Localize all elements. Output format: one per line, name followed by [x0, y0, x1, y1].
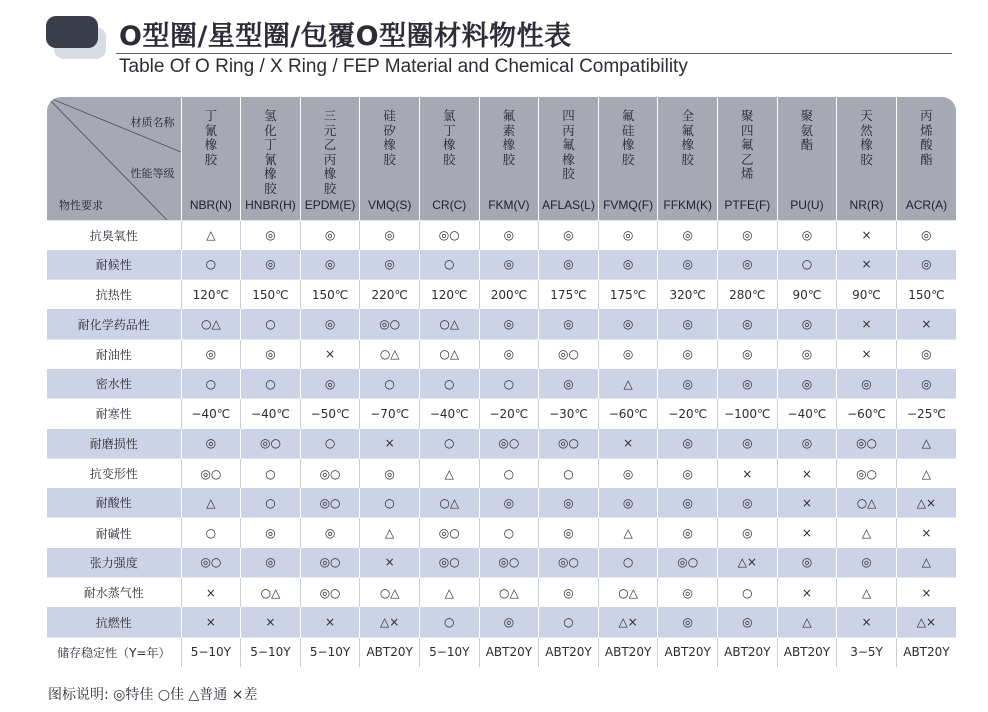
material-name-cn: 丙烯酸酯 [920, 108, 933, 167]
rating-cell: △× [360, 607, 420, 637]
material-header-cell [241, 97, 301, 220]
rating-cell: ○ [419, 607, 479, 637]
rating-cell: × [360, 429, 420, 459]
rating-cell: ◎ [479, 250, 539, 280]
rating-cell: ◎ [658, 339, 718, 369]
material-name-cn: 全氟橡胶 [681, 108, 694, 167]
rating-cell: × [181, 607, 241, 637]
rating-cell: △ [181, 220, 241, 250]
material-name-cn: 四丙氟橡胶 [562, 108, 575, 181]
rating-cell: ◎ [837, 369, 897, 399]
rating-cell: ◎ [539, 518, 599, 548]
rating-cell: −30℃ [539, 399, 599, 429]
rating-cell: × [718, 458, 778, 488]
property-name-cell: 抗热性 [47, 280, 181, 310]
rating-cell: ◎○ [479, 548, 539, 578]
rating-cell: × [837, 250, 897, 280]
rating-cell: −25℃ [896, 399, 956, 429]
rating-cell: ◎ [360, 250, 420, 280]
rating-cell: 90℃ [837, 280, 897, 310]
corner-header-cell [47, 97, 181, 220]
rating-cell: ABT20Y [479, 637, 539, 667]
legend-text: 图标说明: ◎特佳 ○佳 △普通 ×差 [48, 687, 258, 703]
rating-cell: ◎ [241, 250, 301, 280]
rating-cell: ◎ [300, 309, 360, 339]
rating-cell: ◎ [658, 458, 718, 488]
table-row [47, 369, 956, 399]
property-name-cell: 耐化学药品性 [47, 309, 181, 339]
table-row [47, 548, 956, 578]
rating-cell: ABT20Y [718, 637, 778, 667]
rating-cell: ABT20Y [539, 637, 599, 667]
material-header-cell [181, 97, 241, 220]
property-name-cell: 耐磨损性 [47, 429, 181, 459]
rating-cell: ○△ [181, 309, 241, 339]
rating-cell: ○ [181, 518, 241, 548]
rating-cell: △ [896, 429, 956, 459]
rating-cell: × [181, 578, 241, 608]
rating-cell: 150℃ [241, 280, 301, 310]
rating-cell: △× [896, 488, 956, 518]
rating-cell: ◎○ [300, 488, 360, 518]
material-code: NBR(N) [189, 197, 232, 212]
table-row [47, 399, 956, 429]
rating-cell: △ [419, 458, 479, 488]
property-name-cell: 抗变形性 [47, 458, 181, 488]
property-requirement-label: 物性要求 [59, 198, 103, 212]
table-row [47, 488, 956, 518]
rating-cell: −20℃ [479, 399, 539, 429]
rating-cell: 220℃ [360, 280, 420, 310]
property-name-cell: 密水性 [47, 369, 181, 399]
rating-cell: ◎ [658, 369, 718, 399]
rating-cell: × [300, 607, 360, 637]
rating-cell: × [837, 220, 897, 250]
material-code: FVMQ(F) [603, 197, 654, 212]
rating-cell: ○ [241, 488, 301, 518]
rating-cell: ○ [539, 607, 599, 637]
rating-cell: 120℃ [419, 280, 479, 310]
rating-cell: △ [896, 458, 956, 488]
table-row [47, 339, 956, 369]
material-name-cn: 天然橡胶 [860, 108, 873, 167]
rating-cell: ◎ [241, 548, 301, 578]
rating-cell: ◎ [658, 309, 718, 339]
table-row [47, 250, 956, 280]
table-row [47, 637, 956, 667]
rating-cell: ABT20Y [896, 637, 956, 667]
material-name-cn: 聚四氟乙烯 [741, 108, 754, 181]
rating-cell: ◎ [658, 250, 718, 280]
rating-cell: ○ [419, 429, 479, 459]
rating-cell: ◎ [479, 607, 539, 637]
property-name-cell: 抗臭氧性 [47, 220, 181, 250]
rating-cell: ◎ [360, 220, 420, 250]
rating-cell: ○ [777, 250, 837, 280]
rating-cell: × [896, 309, 956, 339]
property-name-cell: 耐酸性 [47, 488, 181, 518]
rating-cell: ◎ [777, 309, 837, 339]
rating-cell: △ [837, 518, 897, 548]
rating-cell: ○ [539, 458, 599, 488]
rating-cell: ◎ [777, 339, 837, 369]
rating-cell: ◎ [241, 220, 301, 250]
property-name-cell: 抗燃性 [47, 607, 181, 637]
rating-cell: ○ [419, 369, 479, 399]
rating-cell: ◎ [718, 429, 778, 459]
rating-cell: 200℃ [479, 280, 539, 310]
rating-cell: ◎○ [837, 429, 897, 459]
rating-cell: ◎ [479, 488, 539, 518]
rating-cell: × [896, 518, 956, 548]
material-name-cn: 氟硅橡胶 [621, 108, 635, 167]
material-name-cn: 硅矽橡胶 [383, 108, 396, 167]
rating-cell: ◎ [777, 220, 837, 250]
material-header-cell [598, 97, 658, 220]
rating-cell: ◎○ [241, 429, 301, 459]
rating-cell: ◎ [598, 339, 658, 369]
rating-cell: × [837, 309, 897, 339]
rating-cell: 175℃ [539, 280, 599, 310]
material-header-cell [837, 97, 897, 220]
rating-cell: −40℃ [241, 399, 301, 429]
rating-cell: ◎ [539, 220, 599, 250]
rating-cell: ◎ [598, 488, 658, 518]
rating-cell: ○△ [479, 578, 539, 608]
rating-cell: △ [598, 518, 658, 548]
material-code: FKM(V) [488, 197, 530, 212]
rating-cell: × [360, 548, 420, 578]
rating-cell: −50℃ [300, 399, 360, 429]
rating-cell: △× [896, 607, 956, 637]
rating-cell: ◎ [777, 429, 837, 459]
property-name-cell: 耐碱性 [47, 518, 181, 548]
material-name-cn: 聚氨酯 [800, 108, 814, 152]
rating-cell: −40℃ [181, 399, 241, 429]
rating-cell: ◎ [658, 488, 718, 518]
rating-cell: ○△ [419, 309, 479, 339]
material-name-cn: 三元乙丙橡胶 [323, 108, 337, 196]
rating-cell: ◎ [896, 250, 956, 280]
rating-cell: ◎○ [658, 548, 718, 578]
rating-cell: △ [419, 578, 479, 608]
material-code: NR(R) [849, 197, 884, 212]
rating-cell: ○ [479, 369, 539, 399]
rating-cell: ◎ [896, 220, 956, 250]
material-code: AFLAS(L) [542, 197, 595, 212]
rating-cell: △ [837, 578, 897, 608]
table-header-row [47, 97, 956, 220]
rating-cell: ○ [181, 369, 241, 399]
property-name-cell: 储存稳定性（Y=年） [47, 637, 181, 667]
rating-cell: △× [718, 548, 778, 578]
table-row [47, 429, 956, 459]
rating-cell: ○△ [360, 578, 420, 608]
rating-cell: 5−10Y [419, 637, 479, 667]
rating-cell: 120℃ [181, 280, 241, 310]
rating-cell: ○ [360, 488, 420, 518]
rating-cell: ◎ [896, 369, 956, 399]
rating-cell: ○ [360, 369, 420, 399]
rating-cell: 5−10Y [300, 637, 360, 667]
rating-cell: ◎ [300, 250, 360, 280]
rating-cell: ○ [181, 250, 241, 280]
rating-cell: ◎ [300, 220, 360, 250]
table-row [47, 280, 956, 310]
material-properties-table [47, 97, 956, 667]
rating-cell: ◎ [539, 250, 599, 280]
rating-cell: −40℃ [419, 399, 479, 429]
rating-cell: ◎ [896, 339, 956, 369]
material-header-cell [539, 97, 599, 220]
rating-cell: ◎ [718, 220, 778, 250]
material-header-cell [718, 97, 778, 220]
rating-cell: ○ [479, 518, 539, 548]
material-name-label: 材质名称 [130, 116, 175, 129]
rating-cell: ○△ [241, 578, 301, 608]
rating-cell: ◎ [181, 339, 241, 369]
rating-cell: × [777, 458, 837, 488]
rating-cell: ◎ [241, 518, 301, 548]
title-divider [116, 53, 952, 54]
rating-cell: ◎ [539, 488, 599, 518]
rating-cell: 90℃ [777, 280, 837, 310]
rating-cell: ○ [300, 429, 360, 459]
rating-cell: × [837, 339, 897, 369]
rating-cell: ◎ [598, 220, 658, 250]
logo-front-shape [46, 16, 98, 48]
rating-cell: ◎ [718, 488, 778, 518]
rating-cell: × [300, 339, 360, 369]
rating-cell: ABT20Y [777, 637, 837, 667]
rating-cell: ◎○ [181, 458, 241, 488]
rating-cell: × [777, 578, 837, 608]
rating-cell: ○ [241, 309, 301, 339]
rating-cell: 3−5Y [837, 637, 897, 667]
rating-cell: ◎ [598, 309, 658, 339]
table-row [47, 458, 956, 488]
page-title-cn: O型圈/星型圈/包覆O型圈材料物性表 [119, 21, 572, 52]
material-code: FFKM(K) [663, 197, 713, 212]
rating-cell: △ [360, 518, 420, 548]
material-code: ACR(A) [905, 197, 948, 212]
rating-cell: ○ [241, 369, 301, 399]
rating-cell: 5−10Y [241, 637, 301, 667]
rating-cell: ◎○ [181, 548, 241, 578]
material-code: HNBR(H) [245, 197, 296, 212]
rating-cell: ◎ [539, 309, 599, 339]
rating-cell: ◎○ [837, 458, 897, 488]
rating-cell: ◎ [539, 578, 599, 608]
table-body [47, 220, 956, 667]
rating-cell: 320℃ [658, 280, 718, 310]
table-row [47, 220, 956, 250]
rating-cell: ◎ [598, 250, 658, 280]
rating-cell: 280℃ [718, 280, 778, 310]
table-row [47, 578, 956, 608]
material-name-cn: 氯丁橡胶 [443, 108, 456, 167]
rating-cell: ○ [598, 548, 658, 578]
rating-cell: ◎ [360, 458, 420, 488]
rating-cell: ◎ [300, 518, 360, 548]
rating-cell: × [777, 488, 837, 518]
rating-cell: ◎ [837, 548, 897, 578]
property-name-cell: 耐油性 [47, 339, 181, 369]
rating-cell: ○△ [419, 488, 479, 518]
material-header-cell [479, 97, 539, 220]
table-row [47, 309, 956, 339]
material-header-cell [300, 97, 360, 220]
rating-cell: −60℃ [837, 399, 897, 429]
rating-cell: ◎ [777, 548, 837, 578]
rating-cell: −40℃ [777, 399, 837, 429]
rating-cell: ◎○ [479, 429, 539, 459]
material-header-cell [777, 97, 837, 220]
material-header-cell [658, 97, 718, 220]
rating-cell: ◎○ [539, 339, 599, 369]
property-name-cell: 耐寒性 [47, 399, 181, 429]
property-name-cell: 耐水蒸气性 [47, 578, 181, 608]
rating-cell: ◎○ [300, 578, 360, 608]
material-name-cn: 氢化丁氰橡胶 [264, 108, 277, 196]
rating-cell: ◎ [718, 309, 778, 339]
rating-cell: ◎○ [419, 518, 479, 548]
rating-cell: ◎ [658, 518, 718, 548]
rating-cell: ◎ [658, 220, 718, 250]
rating-cell: △ [777, 607, 837, 637]
rating-cell: ◎ [539, 369, 599, 399]
rating-cell: ○ [419, 250, 479, 280]
rating-cell: ◎ [181, 429, 241, 459]
rating-cell: ○△ [360, 339, 420, 369]
rating-cell: ○ [718, 578, 778, 608]
rating-cell: ○△ [598, 578, 658, 608]
rating-cell: 5−10Y [181, 637, 241, 667]
rating-cell: ◎ [718, 369, 778, 399]
material-header-cell [360, 97, 420, 220]
rating-cell: ◎○ [539, 548, 599, 578]
property-name-cell: 耐候性 [47, 250, 181, 280]
rating-cell: 150℃ [896, 280, 956, 310]
table-row [47, 607, 956, 637]
material-properties-table-container [47, 97, 956, 667]
property-name-cell: 张力强度 [47, 548, 181, 578]
rating-cell: ABT20Y [598, 637, 658, 667]
rating-cell: 150℃ [300, 280, 360, 310]
material-name-cn: 氟素橡胶 [502, 108, 516, 167]
rating-cell: ◎ [241, 339, 301, 369]
rating-cell: ◎ [658, 429, 718, 459]
rating-cell: × [598, 429, 658, 459]
rating-cell: △ [181, 488, 241, 518]
rating-cell: −100℃ [718, 399, 778, 429]
table-row [47, 518, 956, 548]
page-title-en: Table Of O Ring / X Ring / FEP Material and Chemical Compatibility [119, 56, 688, 77]
rating-cell: ◎ [718, 250, 778, 280]
rating-cell: ◎ [718, 607, 778, 637]
rating-cell: ABT20Y [658, 637, 718, 667]
material-code: VMQ(S) [367, 197, 412, 212]
material-header-cell [419, 97, 479, 220]
rating-cell: △ [598, 369, 658, 399]
rating-cell: × [777, 518, 837, 548]
rating-cell: ◎ [300, 369, 360, 399]
rating-cell: △ [896, 548, 956, 578]
rating-cell: ○△ [419, 339, 479, 369]
material-code: EPDM(E) [304, 197, 356, 212]
rating-cell: × [837, 607, 897, 637]
rating-cell: ◎○ [419, 220, 479, 250]
material-code: CR(C) [432, 197, 467, 212]
rating-cell: ◎ [479, 309, 539, 339]
rating-cell: −60℃ [598, 399, 658, 429]
rating-cell: ◎ [658, 607, 718, 637]
rating-cell: ◎ [777, 369, 837, 399]
material-header-cell [896, 97, 956, 220]
rating-cell: ○ [479, 458, 539, 488]
rating-cell: ◎ [479, 339, 539, 369]
rating-cell: × [241, 607, 301, 637]
rating-cell: ◎ [598, 458, 658, 488]
material-name-cn: 丁氰橡胶 [204, 108, 218, 167]
rating-cell: ◎○ [419, 548, 479, 578]
rating-cell: ◎ [479, 220, 539, 250]
rating-cell: ◎○ [360, 309, 420, 339]
performance-grade-label: 性能等级 [130, 167, 175, 180]
rating-cell: ◎○ [300, 458, 360, 488]
rating-cell: × [896, 578, 956, 608]
rating-cell: ◎ [718, 339, 778, 369]
material-code: PTFE(F) [724, 197, 771, 212]
rating-cell: 175℃ [598, 280, 658, 310]
material-code: PU(U) [790, 197, 824, 212]
rating-cell: ○ [241, 458, 301, 488]
rating-cell: △× [598, 607, 658, 637]
rating-cell: ○△ [837, 488, 897, 518]
rating-cell: −20℃ [658, 399, 718, 429]
rating-cell: ABT20Y [360, 637, 420, 667]
rating-cell: −70℃ [360, 399, 420, 429]
rating-cell: ◎ [658, 578, 718, 608]
rating-cell: ◎○ [300, 548, 360, 578]
rating-cell: ◎○ [539, 429, 599, 459]
rating-cell: ◎ [718, 518, 778, 548]
